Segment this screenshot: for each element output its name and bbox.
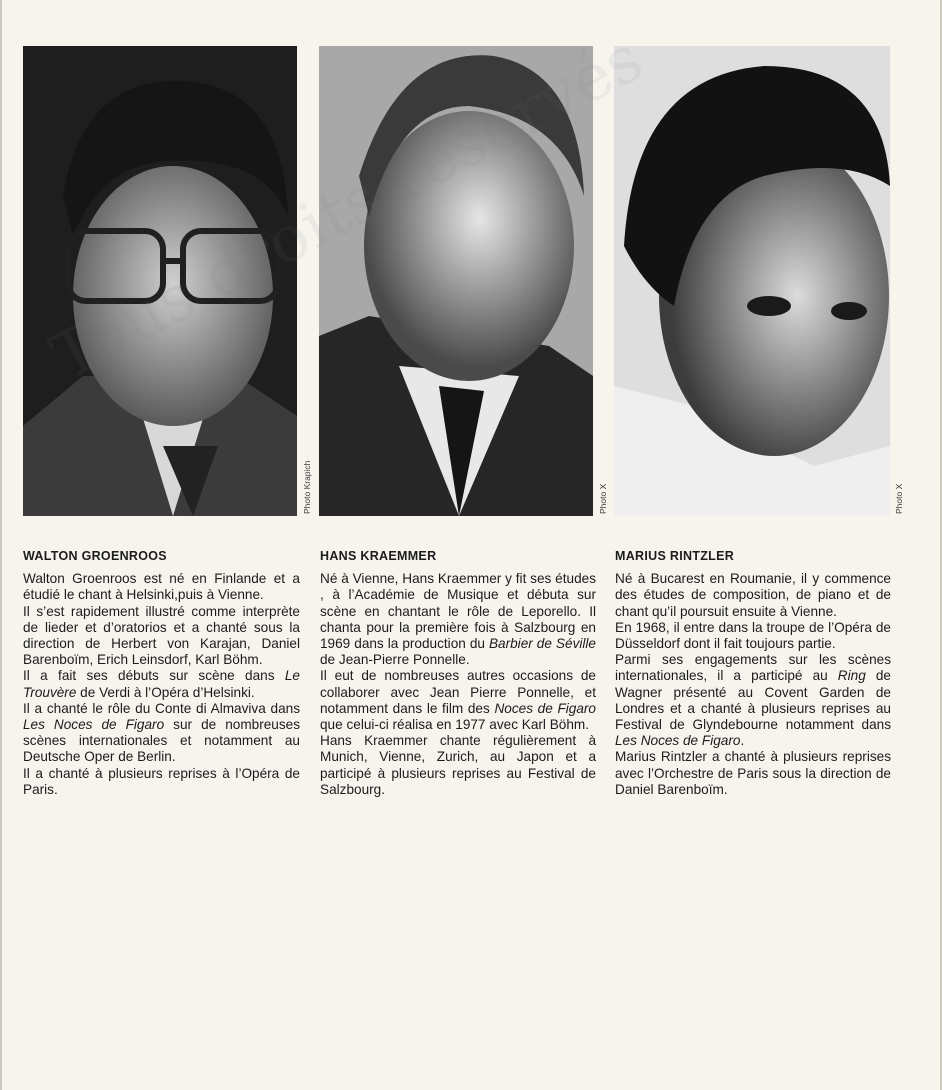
- artist-bio-column: [23, 548, 300, 798]
- bio-paragraph: Walton Groenroos est né en Finlande et a étudié le chant à Helsinki,puis à Vienne.: [23, 571, 300, 603]
- bio-paragraph: Né à Vienne, Hans Kraemmer y fit ses études , à l’Académie de Musique et débuta sur scène en chantant le rôle de Leporello. Il chanta pour la première fois à Salzbourg en 1969 dans la production du Barbier de Séville de Jean-Pierre Ponnelle.: [320, 571, 596, 668]
- italic-title: Barbier de Séville: [488, 636, 596, 652]
- bio-paragraph: Il eut de nombreuses autres occasions de collaborer avec Jean Pierre Ponnelle, et notamment dans le film des Noces de Figaro que celui-ci réalisa en 1977 avec Karl Böhm.: [320, 668, 596, 733]
- portrait-photo-walton-groenroos: [23, 46, 297, 516]
- italic-title: Les Noces de Figaro: [23, 717, 165, 733]
- bio-paragraph: Il s’est rapidement illustré comme interprète de lieder et d’oratorios et a chanté sous la direction de Herbert von Karajan, Daniel Barenboïm, Erich Leinsdorf, Karl Böhm.: [23, 603, 300, 668]
- artist-bio: [23, 571, 300, 798]
- bio-paragraph: Il a chanté à plusieurs reprises à l’Opéra de Paris.: [23, 765, 300, 797]
- italic-title: Ring: [837, 668, 866, 684]
- bio-paragraph: Hans Kraemmer chante régulièrement à Munich, Vienne, Zurich, au Japon et a participé à plusieurs reprises au Festival de Salzbourg.: [320, 733, 596, 797]
- artist-name: WALTON GROENROOS: [23, 549, 167, 563]
- photo-credit: Photo X: [598, 483, 608, 514]
- bio-paragraph: En 1968, il entre dans la troupe de l’Opéra de Düsseldorf dont il fait toujours partie.: [615, 619, 891, 652]
- artist-name: HANS KRAEMMER: [320, 549, 437, 563]
- artist-bio-column: [320, 548, 596, 798]
- artist-bio-column: [615, 548, 891, 798]
- photo-credit: Photo X: [894, 483, 904, 514]
- italic-title: Noces de Figaro: [494, 700, 596, 716]
- bio-paragraph: Il a fait ses débuts sur scène dans Le Trouvère de Verdi à l’Opéra d’Helsinki.: [23, 668, 300, 700]
- artist-bio: [320, 571, 596, 798]
- italic-title: Les Noces de Figaro: [615, 733, 741, 749]
- portrait-photo-hans-kraemmer: [319, 46, 593, 516]
- italic-title: Le Trouvère: [23, 668, 300, 700]
- artist-bio: [615, 571, 891, 798]
- bio-paragraph: Parmi ses engagements sur les scènes internationales, il a participé au Ring de Wagner présenté au Covent Garden de Londres et a chanté à plusieurs reprises au Festival de Glyndebourne notamment dans Les Noces de Figaro.: [615, 652, 891, 749]
- bio-paragraph: Marius Rintzler a chanté à plusieurs reprises avec l’Orchestre de Paris sous la direction de Daniel Barenboïm.: [615, 749, 891, 797]
- photo-credit: Photo Krapich: [302, 460, 312, 514]
- bio-paragraph: Il a chanté le rôle du Conte di Almaviva dans Les Noces de Figaro sur de nombreuses scènes internationales et notamment au Deutsche Oper de Berlin.: [23, 700, 301, 765]
- portrait-photo-marius-rintzler: [614, 46, 890, 516]
- bio-paragraph: Né à Bucarest en Roumanie, il y commence des études de composition, de piano et de chant qu’il poursuit ensuite à Vienne.: [615, 571, 891, 619]
- artist-name: MARIUS RINTZLER: [615, 549, 735, 563]
